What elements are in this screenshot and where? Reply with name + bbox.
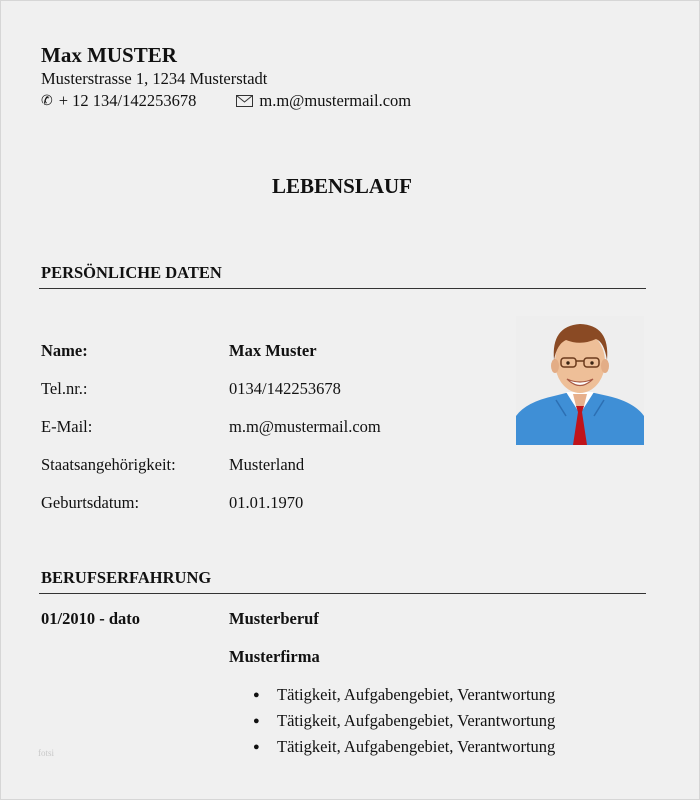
experience-task-list	[251, 684, 555, 762]
personal-value-birthdate: 01.01.1970	[229, 493, 304, 512]
experience-period: 01/2010 - dato	[41, 609, 140, 628]
experience-job-title: Musterberuf	[229, 609, 319, 628]
personal-label-name: Name:	[41, 341, 88, 360]
personal-value-phone: 0134/142253678	[229, 379, 341, 398]
section-heading-personal: PERSÖNLICHE DATEN	[41, 263, 222, 282]
header-phone: + 12 134/142253678	[58, 91, 197, 110]
section-divider	[39, 288, 646, 289]
experience-company: Musterfirma	[229, 647, 320, 666]
personal-label-nationality: Staatsangehörigkeit:	[41, 455, 176, 474]
list-item: ● Tätigkeit, Aufgabengebiet, Verantwortung	[251, 710, 555, 736]
list-item: ● Tätigkeit, Aufgabengebiet, Verantwortung	[251, 736, 555, 762]
section-divider	[39, 593, 646, 594]
header-contact-row	[41, 91, 411, 111]
header-address: Musterstrasse 1, 1234 Musterstadt	[41, 69, 268, 88]
header-email: m.m@mustermail.com	[259, 91, 412, 110]
section-heading-experience: BERUFSERFAHRUNG	[41, 568, 212, 587]
faint-footer-mark: fotsi	[38, 748, 55, 758]
phone-icon: ✆	[41, 93, 53, 109]
document-title: LEBENSLAUF	[271, 174, 413, 198]
personal-label-birthdate: Geburtsdatum:	[41, 493, 140, 512]
personal-value-nationality: Musterland	[229, 455, 305, 474]
header-name: Max MUSTER	[41, 43, 177, 67]
personal-label-email: E-Mail:	[41, 417, 93, 436]
personal-value-email: m.m@mustermail.com	[229, 417, 381, 436]
list-item: ● Tätigkeit, Aufgabengebiet, Verantwortung	[251, 684, 555, 710]
envelope-icon	[236, 95, 253, 107]
profile-photo	[516, 316, 644, 445]
personal-label-phone: Tel.nr.:	[41, 379, 88, 398]
personal-value-name: Max Muster	[229, 341, 317, 360]
